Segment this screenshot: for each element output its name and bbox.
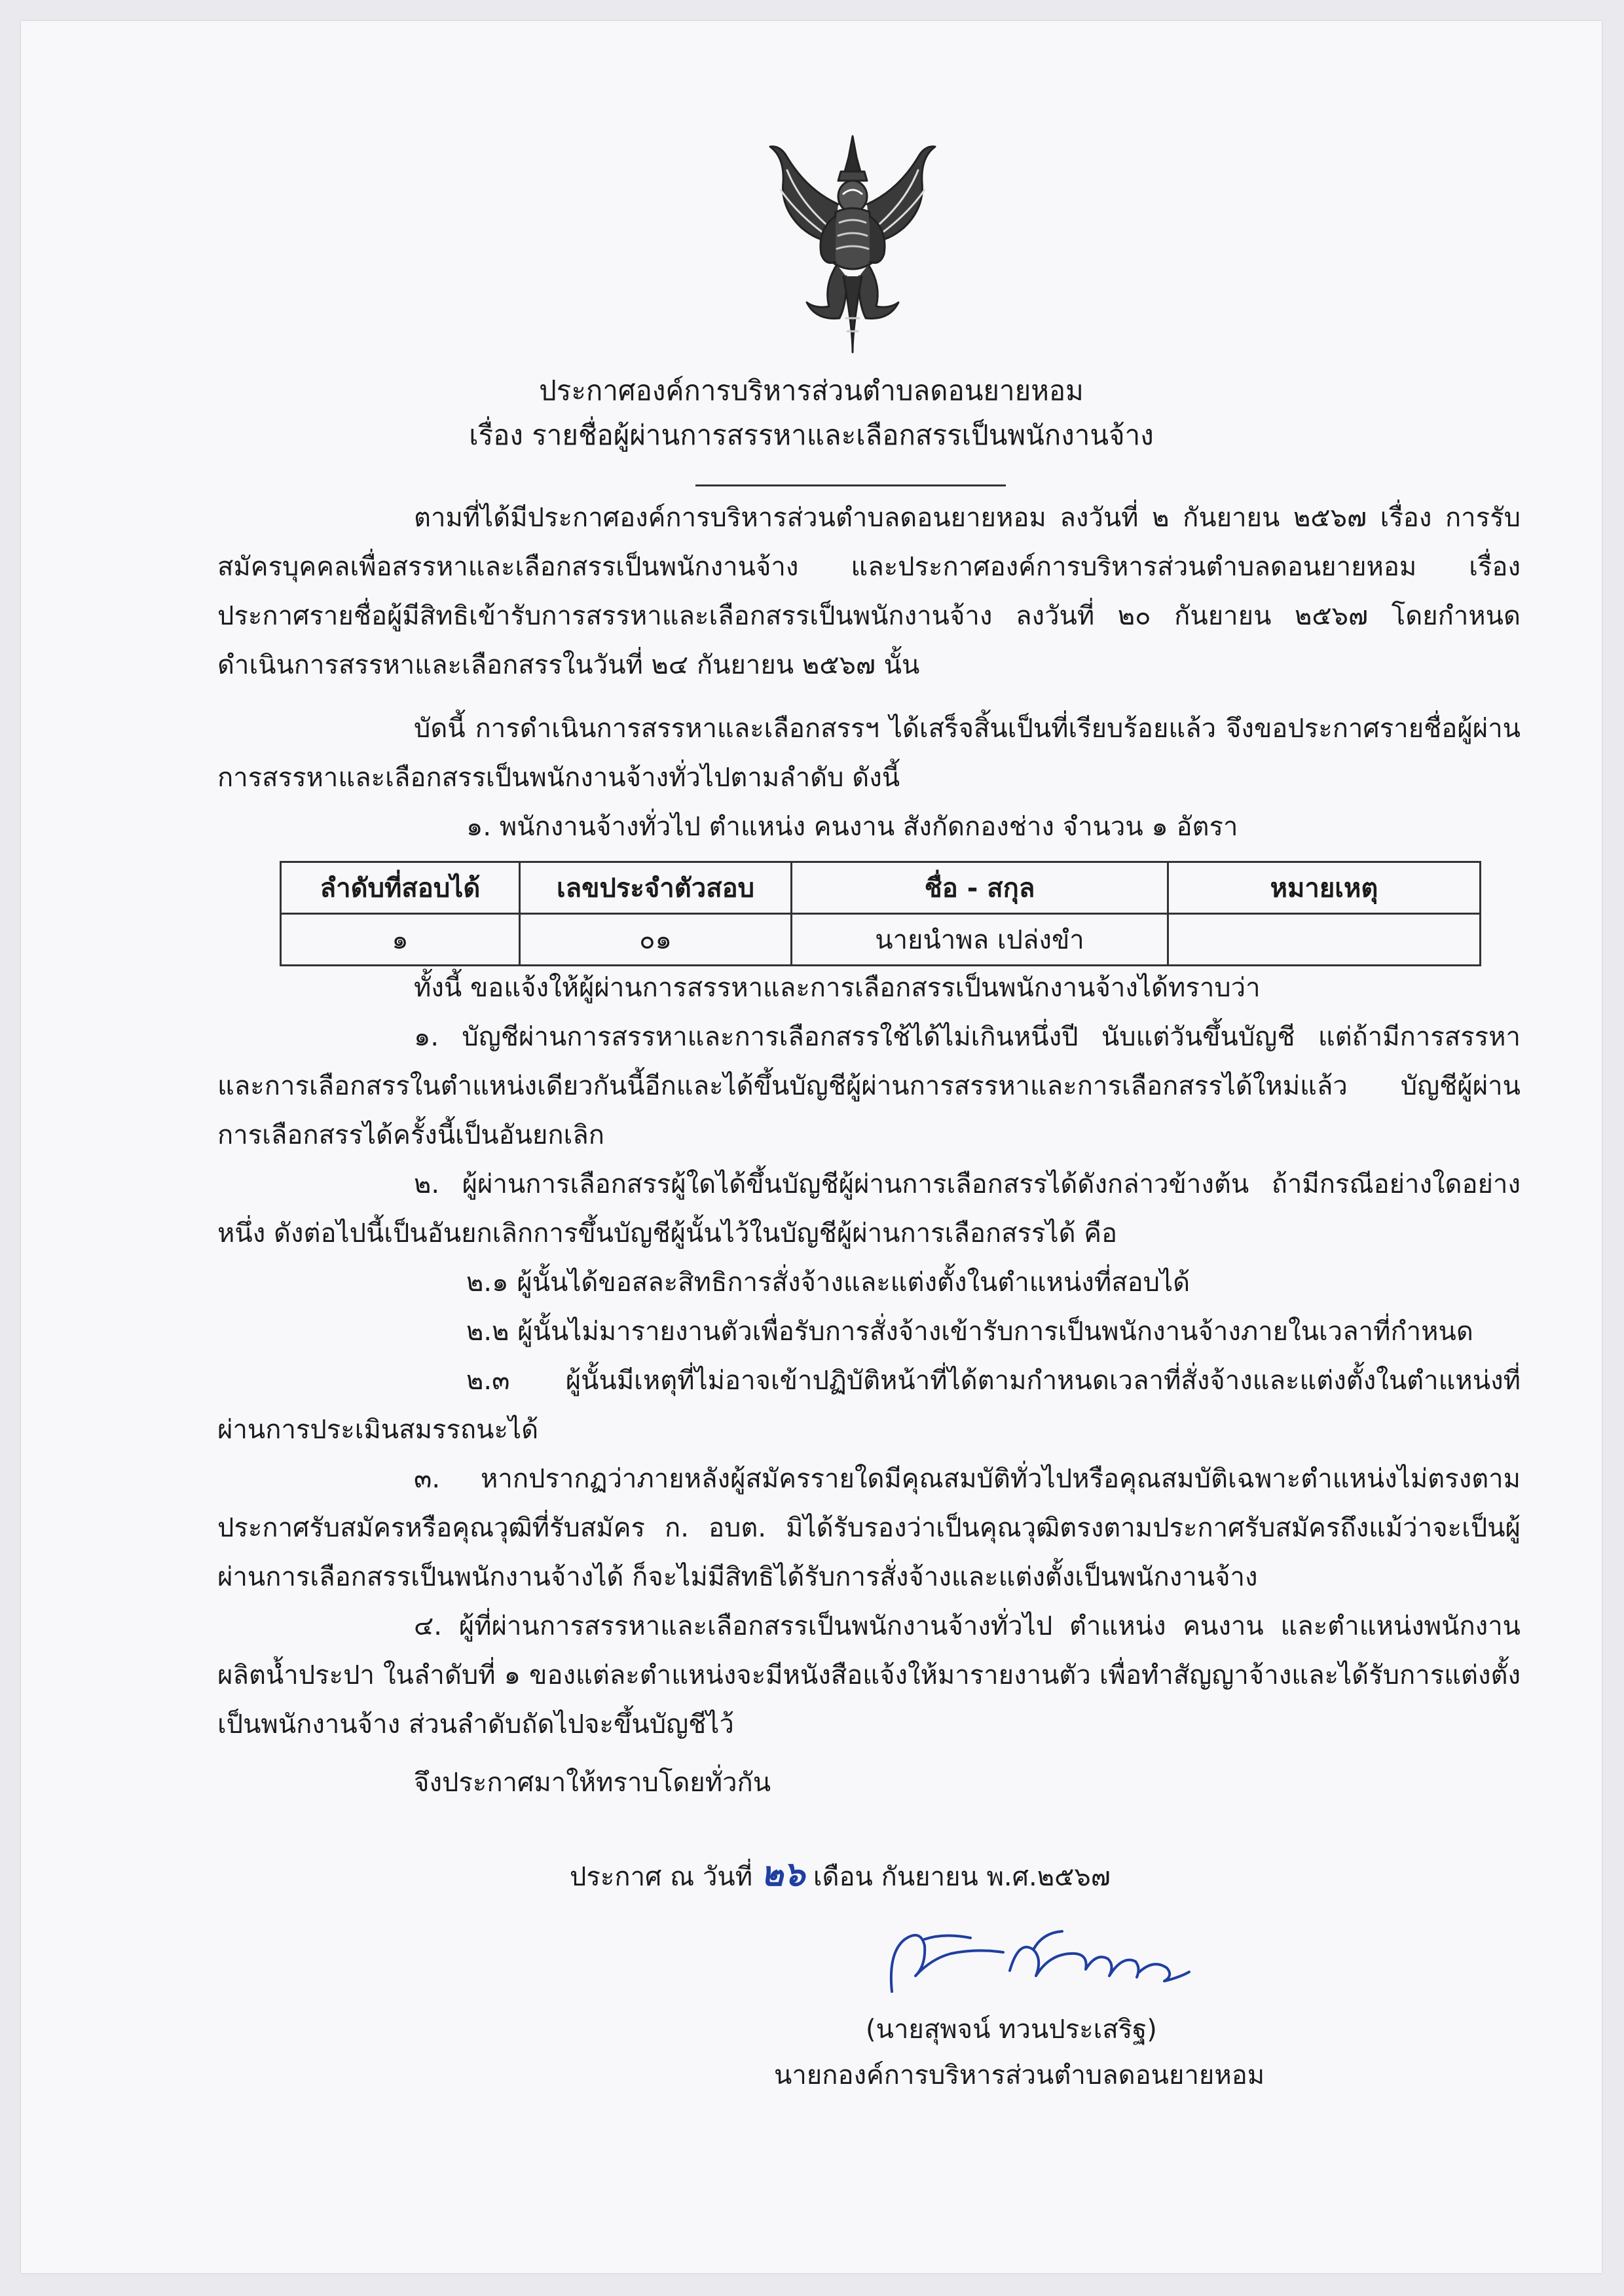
condition-2-3: ๒.๓ ผู้นั้นมีเหตุที่ไม่อาจเข้าปฏิบัติหน้าที่ได้ตามกำหนดเวลาที่สั่งจ้างและแต่งตั้งในตำแหน่งที่ผ่านการประเมินสมรรถนะได้ <box>217 1366 1521 1445</box>
column-header-note: หมายเหตุ <box>1168 862 1481 914</box>
condition-3: ๓. หากปรากฏว่าภายหลังผู้สมัครรายใดมีคุณสมบัติทั่วไปหรือคุณสมบัติเฉพาะตำแหน่งไม่ตรงตามประกาศรับสมัครหรือคุณวุฒิที่รับสมัคร ก. อบต. มิได้รับรองว่าเป็นคุณวุฒิตรงตามประกาศรับสมัครถึงแม้ว่าจะเป็นผู้ผ่านการเลือกสรรเป็นพนักงานจ้างได้ ก็จะไม่มีสิทธิได้รับการสั่งจ้างและแต่งตั้งเป็นพนักงานจ้าง <box>217 1464 1521 1592</box>
results-table <box>280 861 1481 966</box>
table-row <box>281 914 1481 966</box>
condition-2: ๒. ผู้ผ่านการเลือกสรรผู้ใดได้ขึ้นบัญชีผู้ผ่านการเลือกสรรได้ดังกล่าวข้างต้น ถ้ามีกรณีอย่างใดอย่างหนึ่ง ดังต่อไปนี้เป็นอันยกเลิกการขึ้นบัญชีผู้นั้นไว้ในบัญชีผู้ผ่านการเลือกสรรได้ คือ <box>217 1169 1521 1248</box>
date-suffix: เดือน กันยายน พ.ศ.๒๕๖๗ <box>813 1862 1111 1892</box>
conditions-lead: ทั้งนี้ ขอแจ้งให้ผู้ผ่านการสรรหาและการเลือกสรรเป็นพนักงานจ้างได้ทราบว่า <box>414 973 1261 1003</box>
date-day-handwritten: ๒๖ <box>760 1854 805 1894</box>
announcement-title: ประกาศองค์การบริหารส่วนตำบลดอนยายหอม <box>539 374 1084 407</box>
intro-paragraph-1: ตามที่ได้มีประกาศองค์การบริหารส่วนตำบลดอนยายหอม ลงวันที่ ๒ กันยายน ๒๕๖๗ เรื่อง การรับสมัครบุคคลเพื่อสรรหาและเลือกสรรเป็นพนักงานจ้าง และประกาศองค์การบริหารส่วนตำบลดอนยายหอม เรื่องประกาศรายชื่อผู้มีสิทธิเข้ารับการสรรหาและเลือกสรรเป็นพนักงานจ้าง ลงวันที่ ๒๐ กันยายน ๒๕๖๗ โดยกำหนดดำเนินการสรรหาและเลือกสรรในวันที่ ๒๔ กันยายน ๒๕๖๗ นั้น <box>217 503 1521 680</box>
condition-4: ๔. ผู้ที่ผ่านการสรรหาและเลือกสรรเป็นพนักงานจ้างทั่วไป ตำแหน่ง คนงาน และตำแหน่งพนักงานผลิตน้ำประปา ในลำดับที่ ๑ ของแต่ละตำแหน่งจะมีหนังสือแจ้งให้มารายงานตัว เพื่อทำสัญญาจ้างและได้รับการแต่งตั้งเป็นพนักงานจ้าง ส่วนลำดับถัดไปจะขึ้นบัญชีไว้ <box>217 1611 1521 1740</box>
column-header-name: ชื่อ - สกุล <box>792 862 1168 914</box>
cell-name: นายนำพล เปล่งขำ <box>792 914 1168 966</box>
cell-note <box>1168 914 1481 966</box>
title-divider <box>695 484 1006 486</box>
condition-1: ๑. บัญชีผ่านการสรรหาและการเลือกสรรใช้ได้ไม่เกินหนึ่งปี นับแต่วันขึ้นบัญชี แต่ถ้ามีการสรรหาและการเลือกสรรในตำแหน่งเดียวกันนี้อีกและได้ขึ้นบัญชีผู้ผ่านการสรรหาและการเลือกสรรได้ใหม่แล้ว บัญชีผู้ผ่านการเลือกสรรได้ครั้งนี้เป็นอันยกเลิก <box>217 1022 1521 1150</box>
garuda-emblem-icon <box>761 131 944 357</box>
announcement-subject: เรื่อง รายชื่อผู้ผ่านการสรรหาและเลือกสรรเป็นพนักงานจ้าง <box>469 419 1154 451</box>
column-header-rank: ลำดับที่สอบได้ <box>281 862 520 914</box>
position-line: ๑. พนักงานจ้างทั่วไป ตำแหน่ง คนงาน สังกัดกองช่าง จำนวน ๑ อัตรา <box>466 812 1238 842</box>
handwritten-signature <box>879 1913 1206 2011</box>
date-prefix: ประกาศ ณ วันที่ <box>570 1862 753 1892</box>
cell-exam-id: ๐๑ <box>520 914 792 966</box>
cell-rank: ๑ <box>281 914 520 966</box>
intro-section <box>217 494 1521 852</box>
closing-announce: จึงประกาศมาให้ทราบโดยทั่วกัน <box>414 1768 771 1798</box>
announcement-date <box>570 1846 1111 1901</box>
document-page <box>21 21 1602 2273</box>
signer-position: นายกองค์การบริหารส่วนตำบลดอนยายหอม <box>774 2060 1265 2090</box>
conditions-section <box>217 964 1521 1808</box>
condition-2-2: ๒.๒ ผู้นั้นไม่มารายงานตัวเพื่อรับการสั่งจ้างเข้ารับการเป็นพนักงานจ้างภายในเวลาที่กำหนด <box>466 1317 1473 1347</box>
condition-2-1: ๒.๑ ผู้นั้นได้ขอสละสิทธิการสั่งจ้างและแต่งตั้งในตำแหน่งที่สอบได้ <box>466 1267 1190 1298</box>
signer-name: (นายสุพจน์ ทวนประเสริฐ) <box>866 2014 1157 2045</box>
intro-paragraph-2: บัดนี้ การดำเนินการสรรหาและเลือกสรรฯ ได้เสร็จสิ้นเป็นที่เรียบร้อยแล้ว จึงขอประกาศรายชื่อผู้ผ่านการสรรหาและเลือกสรรเป็นพนักงานจ้างทั่วไปตามลำดับ ดังนี้ <box>217 714 1521 793</box>
table-header-row <box>281 862 1481 914</box>
column-header-exam-id: เลขประจำตัวสอบ <box>520 862 792 914</box>
